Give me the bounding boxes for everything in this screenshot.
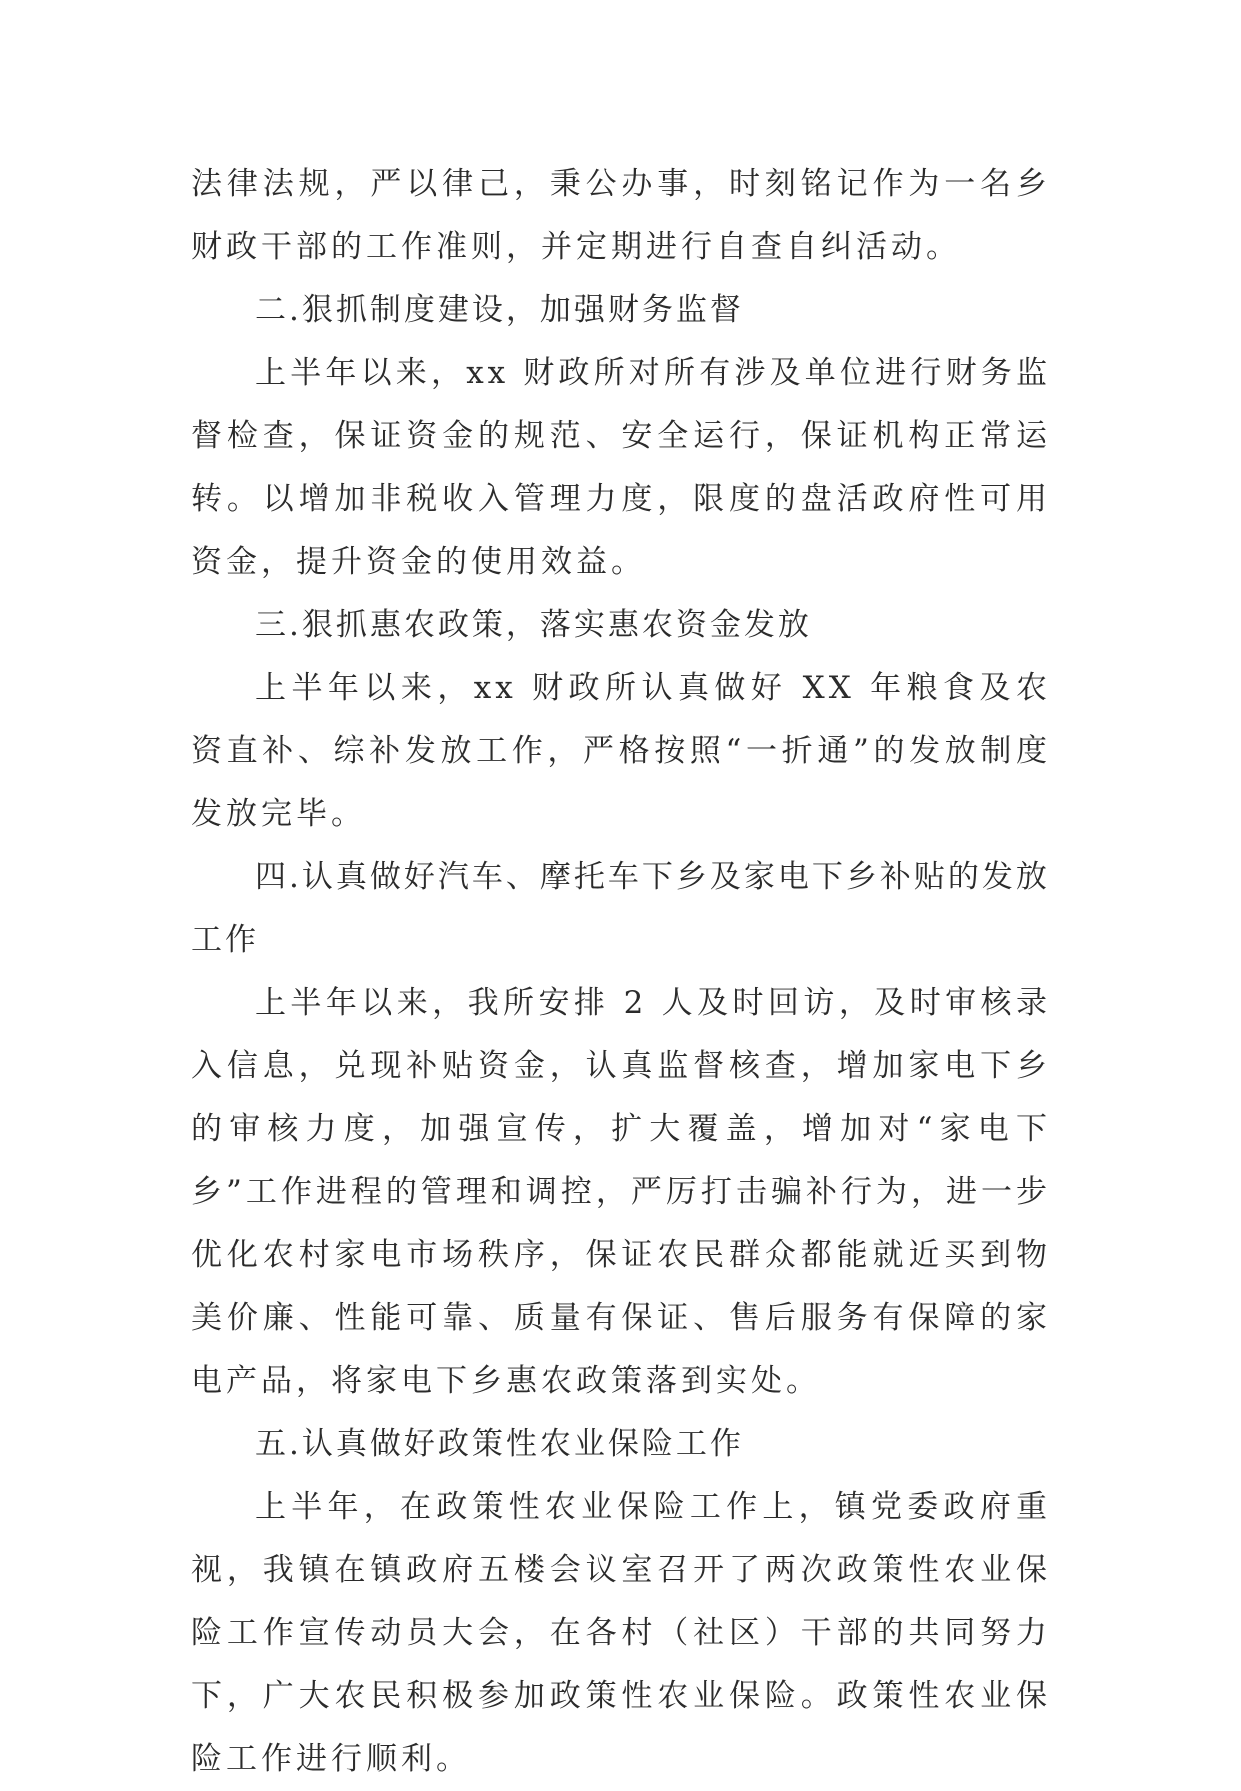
- paragraph-agricultural-insurance: 上半年，在政策性农业保险工作上，镇党委政府重视，我镇在镇政府五楼会议室召开了两次政策性农业保险工作宣传动员大会，在各村（社区）干部的共同努力下，广大农民积极参加政策性农业保险。政策性农业保险工作进行顺利。: [191, 1489, 1051, 1777]
- section-heading-3: 三.狠抓惠农政策，落实惠农资金发放: [255, 607, 812, 643]
- document-body: [191, 153, 1051, 1791]
- section-heading-4: 四.认真做好汽车、摩托车下乡及家电下乡补贴的发放工作: [191, 859, 1050, 958]
- paragraph-appliance-subsidy: 上半年以来，我所安排 2 人及时回访，及时审核录入信息，兑现补贴资金，认真监督核查，增加家电下乡的审核力度，加强宣传，扩大覆盖，增加对“家电下乡”工作进程的管理和调控，严厉打击骗补行为，进一步优化农村家电市场秩序，保证农民群众都能就近买到物美价廉、性能可靠、质量有保证、售后服务有保障的家电产品，将家电下乡惠农政策落到实处。: [191, 985, 1051, 1399]
- paragraph-subsidy-distribution: 上半年以来，xx 财政所认真做好 XX 年粮食及农资直补、综补发放工作，严格按照“一折通”的发放制度发放完毕。: [191, 670, 1051, 832]
- paragraph-financial-supervision: 上半年以来，xx 财政所对所有涉及单位进行财务监督检查，保证资金的规范、安全运行，保证机构正常运转。以增加非税收入管理力度，限度的盘活政府性可用资金，提升资金的使用效益。: [191, 355, 1051, 580]
- section-heading-5: 五.认真做好政策性农业保险工作: [255, 1426, 744, 1462]
- section-heading-2: 二.狠抓制度建设，加强财务监督: [255, 292, 744, 328]
- paragraph-continuation: 法律法规，严以律己，秉公办事，时刻铭记作为一名乡财政干部的工作准则，并定期进行自查自纠活动。: [191, 166, 1051, 265]
